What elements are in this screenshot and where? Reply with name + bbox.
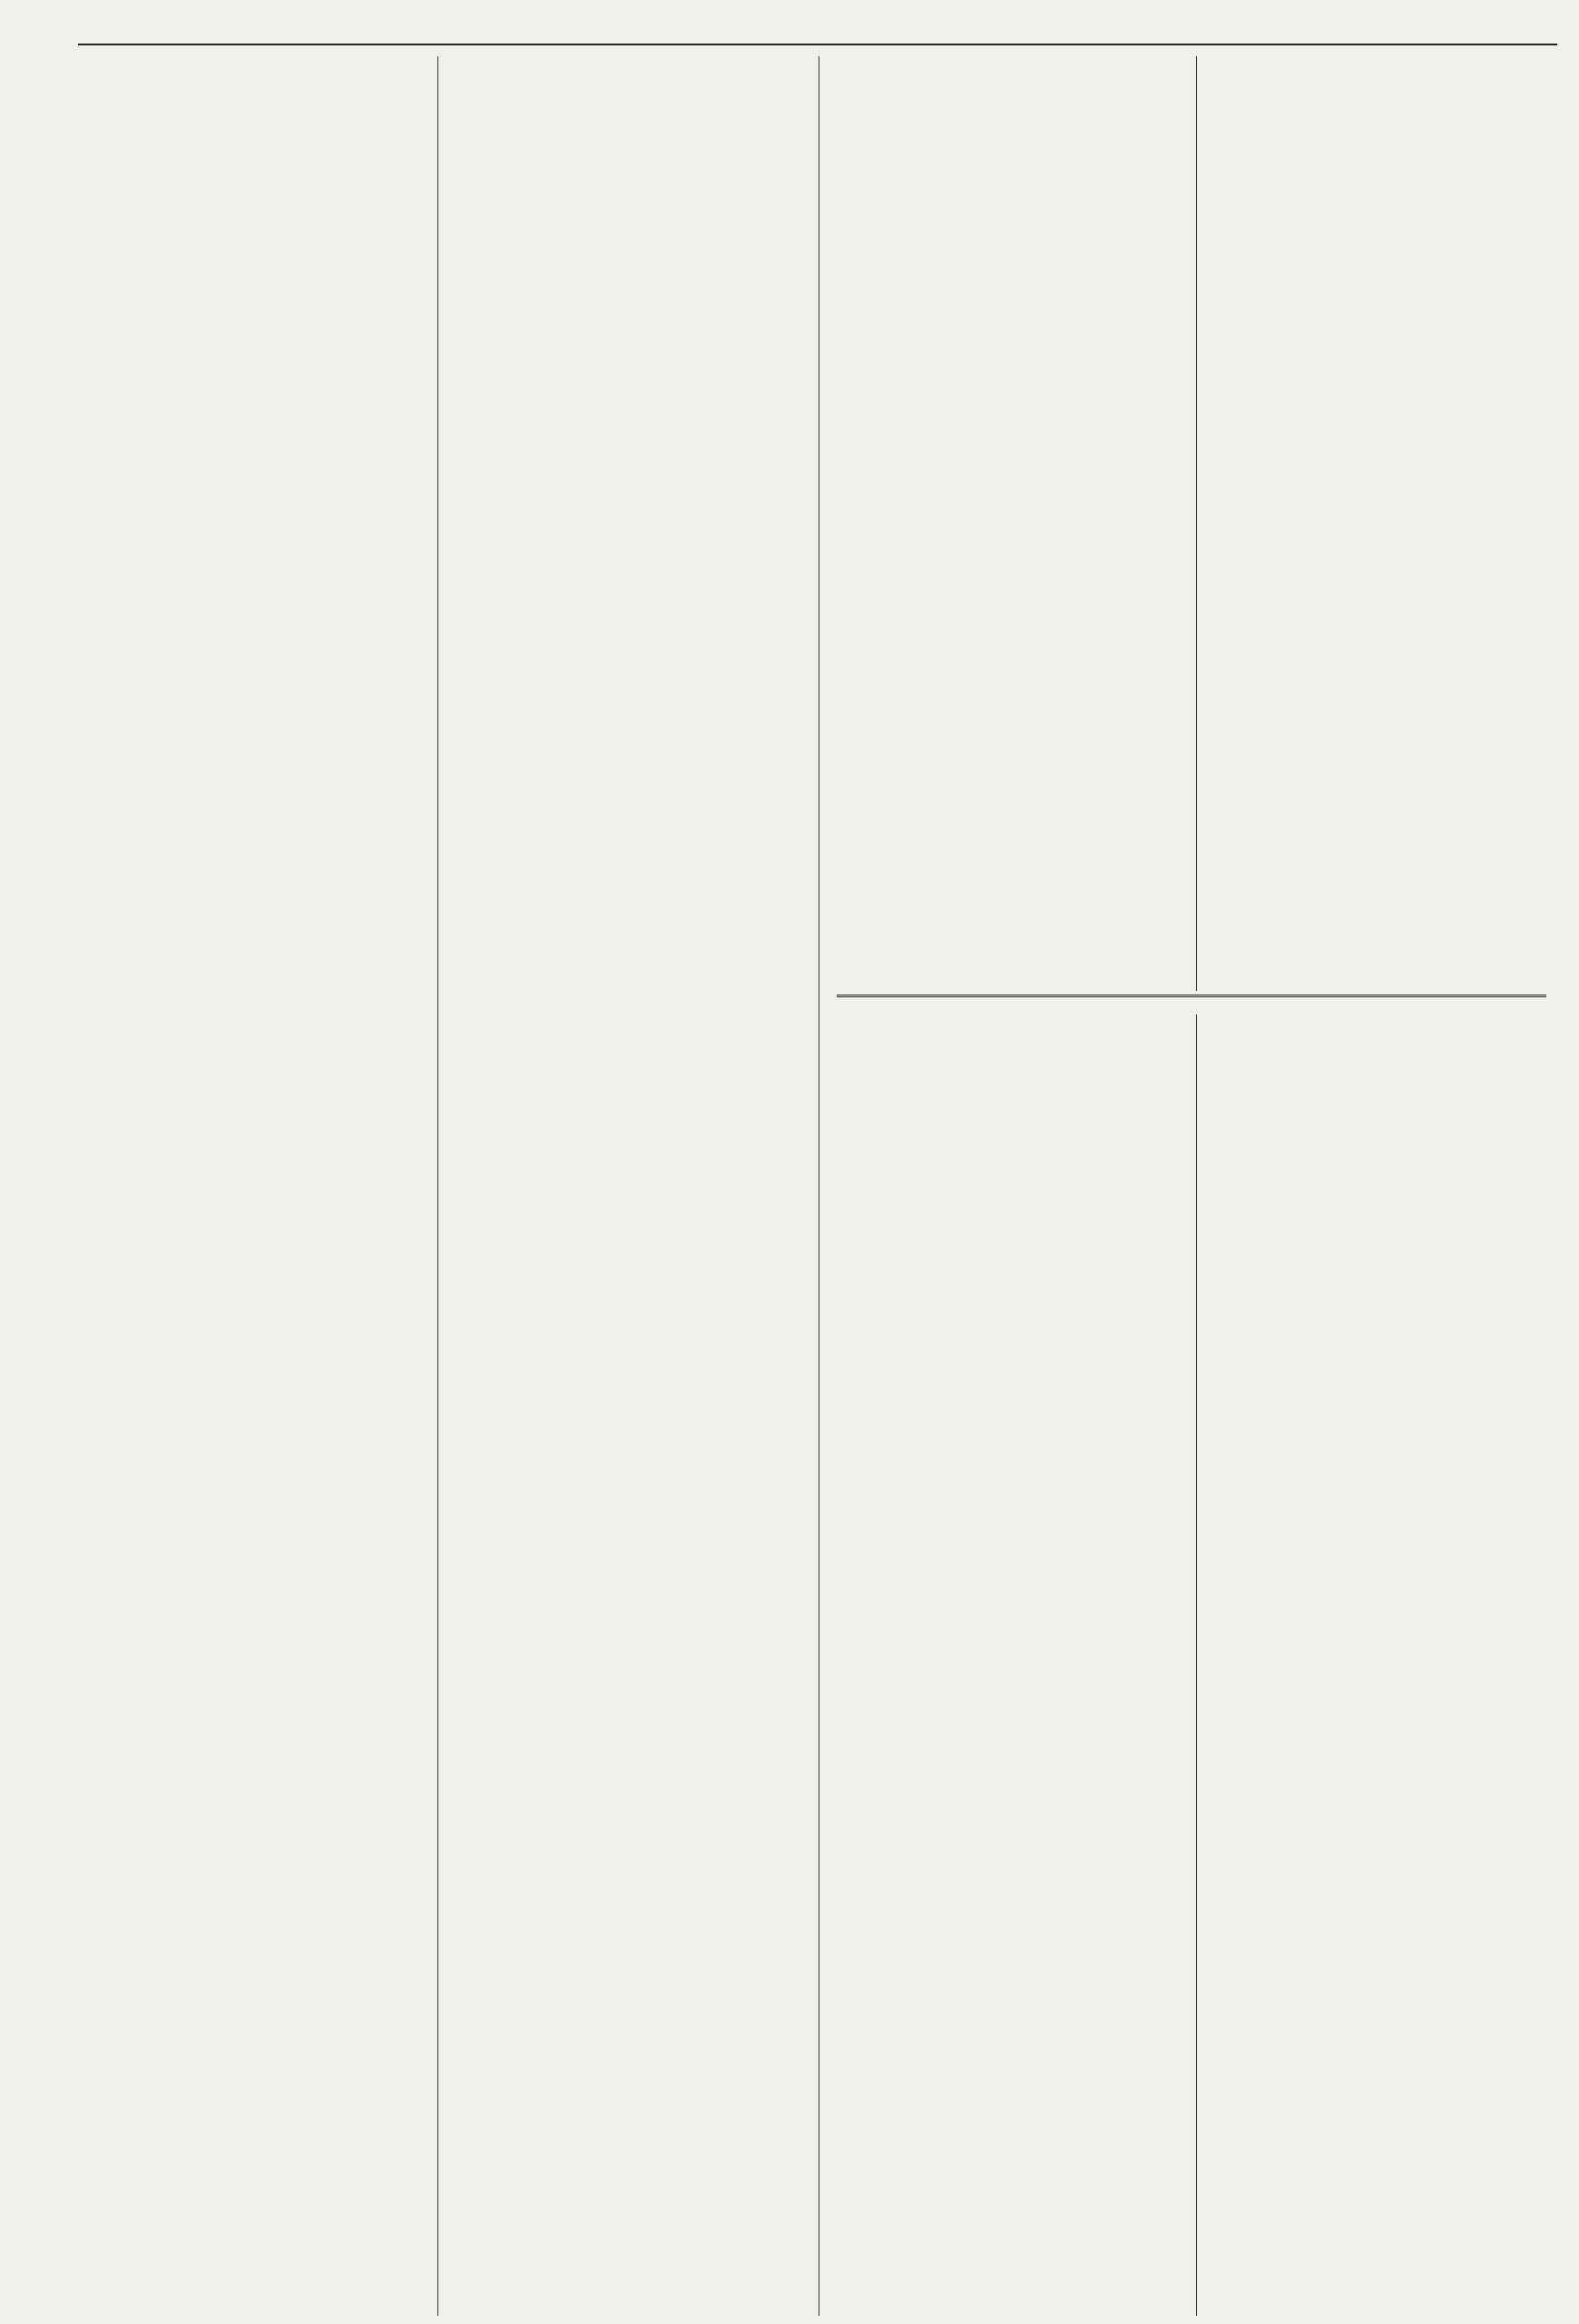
header-rule xyxy=(78,44,1557,45)
column-rule-3 xyxy=(1196,56,1197,991)
column-rule-1 xyxy=(437,56,438,2316)
column-rule-4 xyxy=(1196,1015,1197,2316)
column-1 xyxy=(80,56,417,65)
column-3 xyxy=(837,56,1145,64)
sprechi-top-rule xyxy=(837,995,1546,997)
column-2 xyxy=(457,56,799,62)
column-3-sprechi xyxy=(837,1009,1145,1018)
